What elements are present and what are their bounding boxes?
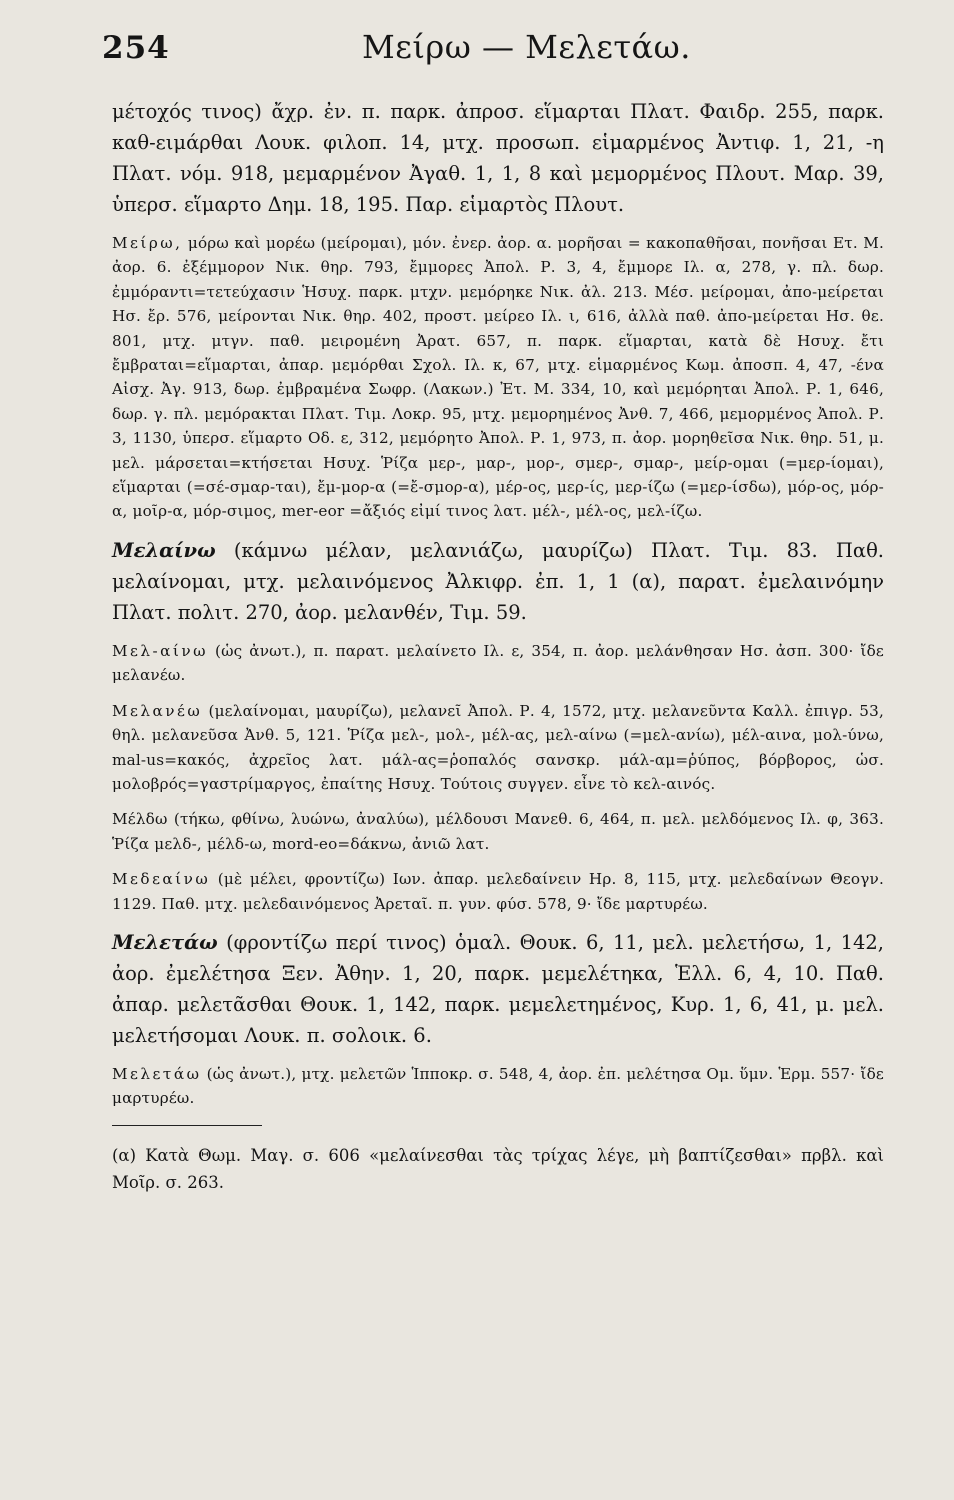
entry-text: (κάμνω μέλαν, μελανιάζω, μαυρίζω) Πλατ. Τιμ. 83. Παθ. μελαίνομαι, μτχ. μελαινόμενος Ἀλκιφρ. ἐπ. 1, 1 (α), παρατ. ἐμελαινόμην Πλατ. πολιτ. 270, ἀορ. μελανθέν, Τιμ. 59. xyxy=(112,538,885,624)
footnote: (α) Κατὰ Θωμ. Μαγ. σ. 606 «μελαίνεσθαι τὰς τρίχας λέγε, μὴ βαπτίζεσθαι» πρβλ. καὶ Μοῖρ. σ. 263. xyxy=(112,1146,884,1193)
entry-headword: Μελ-αίνω xyxy=(112,641,209,660)
entry-text: μόρω καὶ μορέω (μείρομαι), μόν. ἐνερ. ἀορ. α. μορῆσαι = κακοπαθῆσαι, πονῆσαι Ετ. Μ. ἀορ. 6. ἐξέμμορον Νικ. θηρ. 793, ἔμμορες Ἀπολ. Ρ. 3, 4, ἔμμορε Ιλ. α, 278, γ. πλ. δωρ. ἐμμόραντι=τετεύχασιν Ἡσυχ. παρκ. μτχν. μεμόρηκε Νικ. ἀλ. 213. Μέσ. μείρομαι, ἀπο-μείρεται Ησ. ἔρ. 576, μείρονται Νικ. θηρ. 402, προστ. μείρεο Ιλ. ι, 616, ἀλλὰ παθ. ἀπο-μείρεται Ησ. θε. 801, μτχ. μτγν. παθ. μειρομένη Ἀρατ. 657, π. παρκ. εἵμαρται, κατὰ δὲ Ησυχ. ἔτι ἔμβραται=εἵμαρται, ἀπαρ. μεμόρθαι Σχολ. Ιλ. κ, 67, μτχ. εἱμαρμένος Κωμ. ἀποσπ. 4, 47, -ένα Αἰσχ. Ἀγ. 913, δωρ. ἐμβραμένα Σωφρ. (Λακων.) Ἐτ. Μ. 334, 10, καὶ μεμόρηται Ἀπολ. Ρ. 1, 646, δωρ. γ. πλ. μεμόρακται Πλατ. Τιμ. Λοκρ. 95, μτχ. μεμορημένος Ἀνθ. 7, 466, μεμορμένος Ἀπολ. Ρ. 3, 1130, ὑπερσ. εἵμαρτο Οδ. ε, 312, μεμόρητο Ἀπολ. Ρ. 1, 973, π. ἀορ. μορηθεῖσα Νικ. θηρ. 51, μ. μελ. μάρσεται=κτήσεται Ησυχ. Ῥίζα μερ-, μαρ-, μορ-, σμερ-, σμαρ-, μείρ-ομαι (=μερ-ίομαι), εἵμαρται (=σέ-σμαρ-ται), ἔμ-μορ-α (=ἔ-σμορ-α), μέρ-ος, μερ-ίς, μερ-ίζω (=μερ-ίσδω), μόρ-ος, μόρ-α, μοῖρ-α, μόρ-σιμος, mer-eor =ἄξιός εἰμί τινος λατ. μέλ-, μέλ-ος, μελ-ίζω. xyxy=(112,234,885,521)
entry-meldo xyxy=(112,807,884,856)
footnote-rule xyxy=(112,1125,262,1126)
entry-headword: Μείρω, xyxy=(112,234,183,252)
entry-text: (μελαίνομαι, μαυρίζω), μελανεῖ Ἀπολ. Ρ. 4, 1572, μτχ. μελανεῦντα Καλλ. ἐπιγρ. 53, θηλ. μελανεῦσα Ἀνθ. 5, 121. Ῥίζα μελ-, μολ-, μέλ-ας, μελ-αίνω (=μελ-ανίω), μέλ-αινα, μολ-ύνω, mal-us=κακός, ἀχρεῖος λατ. μάλ-ας=ῥοπαλός σανσκρ. μάλ-αμ=ῥύπος, βόρβορος, ὡσ. μολοβρός=γαστρίμαργος, ἐπαίτης Ησυχ. Τούτοις συγγεν. εἶνε τὸ κελ-αινός. xyxy=(112,701,885,793)
entry-melaneo xyxy=(112,699,884,797)
entries xyxy=(112,96,884,1111)
page-header xyxy=(102,28,884,66)
entry-meletao-epic xyxy=(112,1062,884,1111)
entry-headword: Μελαίνω xyxy=(112,538,216,562)
entry-headword: Μελανέω xyxy=(112,701,203,720)
entry-text: (τήκω, φθίνω, λυώνω, ἀναλύω), μέλδουσι Μανεθ. 6, 464, π. μελ. μελδόμενος Ιλ. φ, 363. Ῥίζα μελδ-, μέλδ-ω, mord-eo=δάκνω, ἀνιῶ λατ. xyxy=(112,810,884,853)
entry-continuation xyxy=(112,96,884,220)
entry-mel-aino xyxy=(112,639,884,688)
entry-meletao xyxy=(112,927,884,1051)
entry-headword: Μελετάω xyxy=(112,930,218,954)
entry-text: (ὡς ἀνωτ.), π. παρατ. μελαίνετο Ιλ. ε, 354, π. ἀορ. μελάνθησαν Ησ. ἀσπ. 300· ἴδε μελανέω. xyxy=(112,641,885,685)
entry-headword: Μεδεαίνω xyxy=(112,870,211,889)
entry-text: (μὲ μέλει, φροντίζω) Ιων. ἀπαρ. μελεδαίνειν Ηρ. 8, 115, μτχ. μελεδαίνων Θεογν. 1129. Παθ. μτχ. μελεδαινόμενος Ἀρεταῖ. π. γυν. φύσ. 578, 9· ἴδε μαρτυρέω. xyxy=(112,870,884,913)
entry-meiro xyxy=(112,231,884,524)
page-number: 254 xyxy=(102,30,170,66)
entry-headword: Μέλδω xyxy=(112,810,168,829)
entry-melaino xyxy=(112,535,884,628)
entry-text: (φροντίζω περί τινος) ὁμαλ. Θουκ. 6, 11, μελ. μελετήσω, 1, 142, ἀορ. ἐμελέτησα Ξεν. Ἀθην. 1, 20, παρκ. μεμελέτηκα, Ἑλλ. 6, 4, 10. Παθ. ἀπαρ. μελετᾶσθαι Θουκ. 1, 142, παρκ. μεμελετημένος, Κυρ. 1, 6, 41, μ. μελ. μελετήσομαι Λουκ. π. σολοικ. 6. xyxy=(112,930,884,1047)
entry-text: (ὡς ἀνωτ.), μτχ. μελετῶν Ἱπποκρ. σ. 548, 4, ἀορ. ἐπ. μελέτησα Ομ. ὕμν. Ἑρμ. 557· ἴδε μαρτυρέω. xyxy=(112,1064,884,1108)
entry-meledaino xyxy=(112,867,884,916)
entry-text: μέτοχός τινος) ἄχρ. ἐν. π. παρκ. ἀπροσ. εἵμαρται Πλατ. Φαιδρ. 255, παρκ. καθ-ειμάρθαι Λουκ. φιλοπ. 14, μτχ. προσωπ. εἱμαρμένος Ἀντιφ. 1, 21, -η Πλατ. νόμ. 918, μεμαρμένον Ἀγαθ. 1, 1, 8 καὶ μεμορμένος Πλουτ. Μαρ. 39, ὑπερσ. εἵμαρτο Δημ. 18, 195. Παρ. εἱμαρτὸς Πλουτ. xyxy=(112,100,884,216)
running-head: Μείρω — Μελετάω. xyxy=(362,28,691,66)
entry-headword: Μελετάω xyxy=(112,1064,202,1083)
